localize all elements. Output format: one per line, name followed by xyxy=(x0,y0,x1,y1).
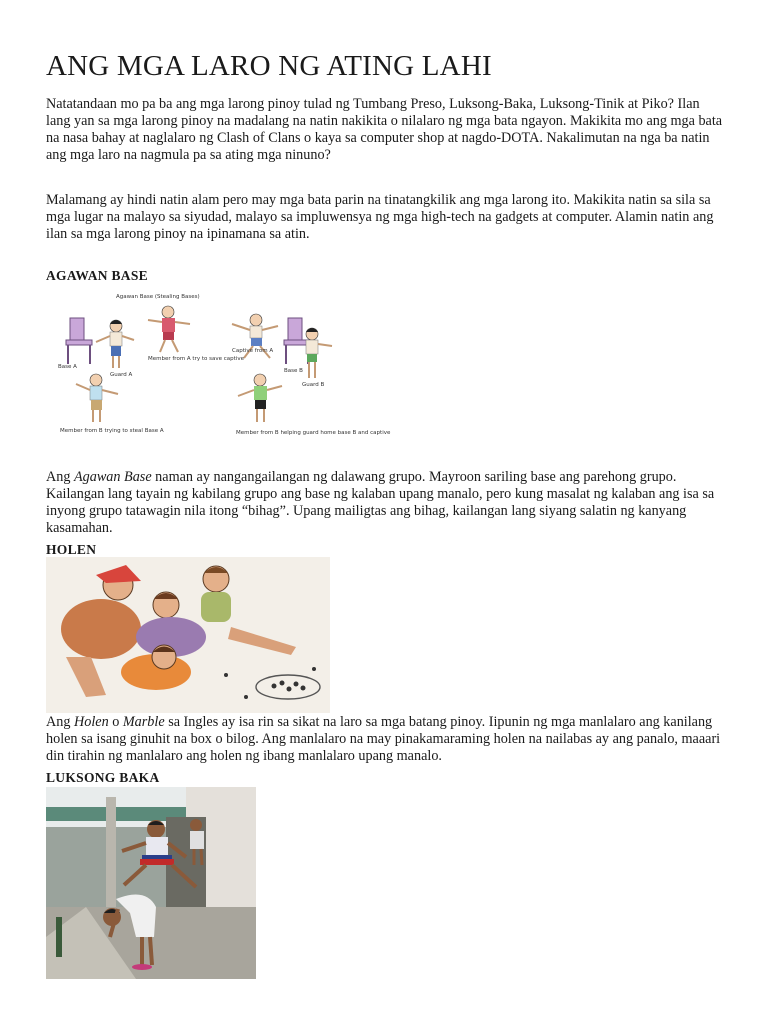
label-member-b-helping: Member from B helping guard home base B and captive xyxy=(236,430,391,436)
label-member-a: Member from A try to save captive xyxy=(148,356,244,362)
member-a-figure xyxy=(148,306,190,352)
agawan-base-term: Agawan Base xyxy=(73,469,152,485)
agawan-base-paragraph: Ang Agawan Base naman ay nangangailangan ng dalawang grupo. Mayroon sariling base ang parehong grupo. Kailangan lang tayain ng kabilang grupo ang base ng kalaban upang manalo, pero kung masalat ng kalaban ang isa sa inyong grupo tatawagin nila itong “bihag”. Upang mailigtas ang bihag, kailangan lang siyang salatin ng kanyang kasamahan. xyxy=(46,469,715,536)
member-b-helping-figure xyxy=(238,374,282,422)
luksong-baka-photo xyxy=(46,787,256,979)
marble-term: Marble xyxy=(122,714,165,730)
holen-paragraph: Ang Holen o Marble sa Ingles ay isa rin sa sikat na laro sa mga batang pinoy. Iipunin ng mga manlalaro ang kanilang holen sa isang ginuhit na box o bilog. Ang manlalaro na may pinakamaraming holen na nailabas ay ang panalo, maaari din tirahin ng manlalaro ang holen ng ibang manlalaro upang manalo. xyxy=(46,714,721,764)
intro-paragraph-1: Natatandaan mo pa ba ang mga larong pinoy tulad ng Tumbang Preso, Luksong-Baka, Luksong-Tinik at Piko? Ilan lang yan sa mga larong pinoy na madalang na natin nakikita o nilalaro ng mga bata ngayon. Makikita mo ang mga bata na nasa bahay at naglalaro ng Clash of Clans o kaya sa computer shop at nagdo-DOTA. Nakalimutan na nga ba natin ang mga laro na nagmula pa sa ating mga ninuno? xyxy=(46,96,723,163)
diagram-title: Agawan Base (Stealing Bases) xyxy=(116,294,200,300)
section-heading-luksong-baka: LUKSONG BAKA xyxy=(46,770,160,785)
holen-illustration xyxy=(46,557,330,713)
section-heading-holen: HOLEN xyxy=(46,542,97,557)
label-base-b: Base B xyxy=(284,368,303,374)
member-b-stealing-figure xyxy=(76,374,118,422)
intro-paragraph-2: Malamang ay hindi natin alam pero may mga bata parin na tinatangkilik ang mga larong ito. Makikita natin sa sila sa mga lugar na malayo sa siyudad, malayo sa impluwensya ng mga high-tech na gadgets at computer. Alamin natin ang ilan sa mga larong pinoy na ipinamana sa atin. xyxy=(46,192,714,242)
guard-b-figure xyxy=(306,328,332,378)
label-guard-a: Guard A xyxy=(110,372,133,378)
label-guard-b: Guard B xyxy=(302,382,325,388)
page-title: ANG MGA LARO NG ATING LAHI xyxy=(46,50,492,82)
section-heading-agawan-base: AGAWAN BASE xyxy=(46,268,148,283)
label-base-a: Base A xyxy=(58,364,77,370)
guard-a-figure xyxy=(96,320,134,368)
label-captive: Captive from A xyxy=(232,348,274,354)
agawan-base-diagram xyxy=(56,288,391,458)
label-member-b-stealing: Member from B trying to steal Base A xyxy=(60,428,164,434)
holen-term: Holen xyxy=(73,714,109,730)
chair-a-icon xyxy=(66,318,92,364)
